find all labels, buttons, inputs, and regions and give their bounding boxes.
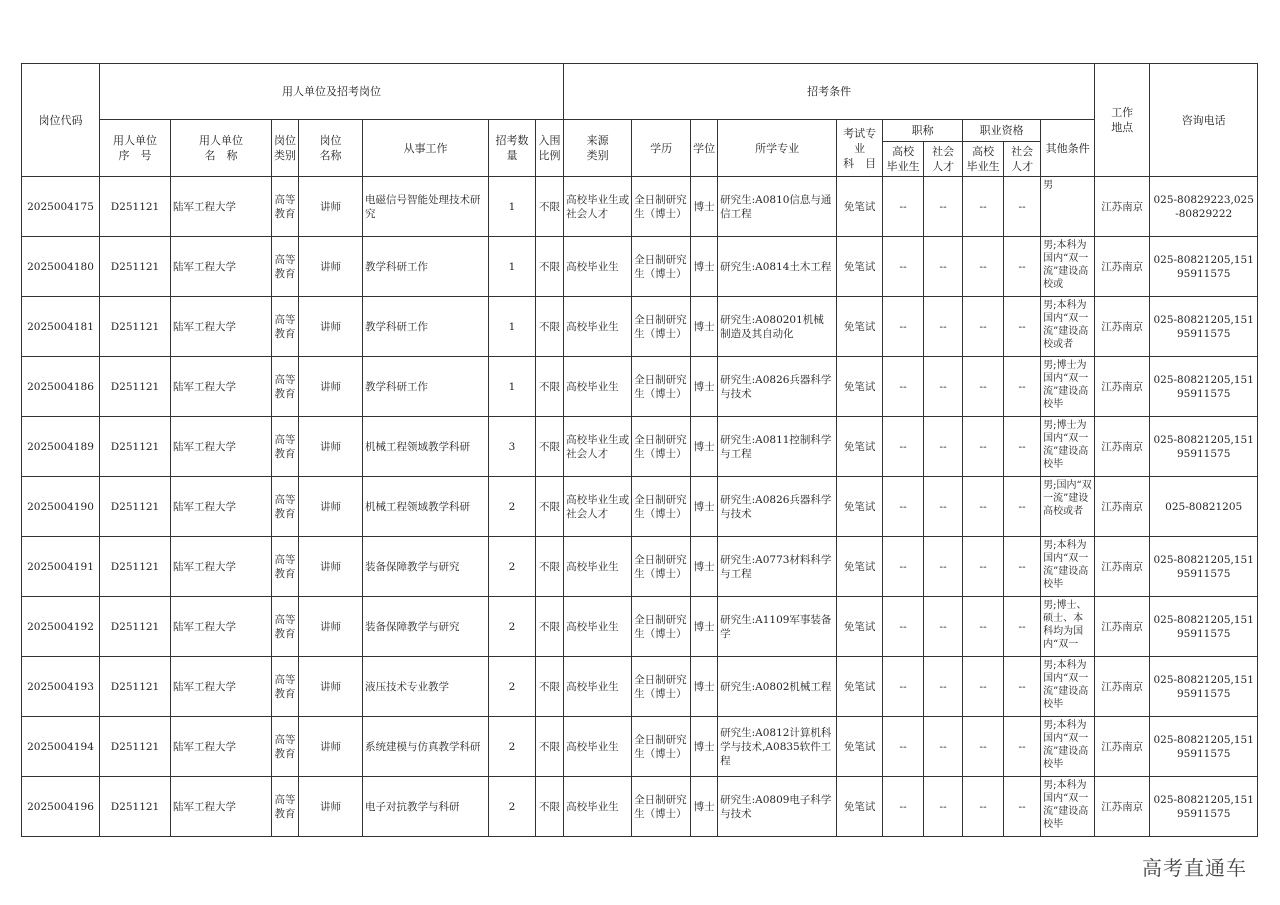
cell-other bbox=[1041, 477, 1095, 537]
cell-work-place: 江苏南京 bbox=[1095, 297, 1150, 357]
cell-title-grad: -- bbox=[883, 477, 924, 537]
cell-other bbox=[1041, 297, 1095, 357]
cell-source: 高校毕业生 bbox=[564, 717, 632, 777]
header-conditions-group: 招考条件 bbox=[564, 64, 1095, 120]
cell-title-social: -- bbox=[924, 777, 963, 837]
cell-degree: 博士 bbox=[691, 297, 718, 357]
cell-recruit-num: 2 bbox=[489, 657, 536, 717]
header-unit-seq: 用人单位 序 号 bbox=[100, 120, 171, 177]
cell-major: 研究生:A0814土木工程 bbox=[718, 237, 837, 297]
cell-title-grad: -- bbox=[883, 417, 924, 477]
cell-work-place: 江苏南京 bbox=[1095, 357, 1150, 417]
cell-post-name: 讲师 bbox=[299, 777, 363, 837]
cell-qual-grad: -- bbox=[963, 777, 1004, 837]
cell-unit-seq: D251121 bbox=[100, 477, 171, 537]
cell-post-type: 高等教育 bbox=[272, 717, 299, 777]
header-title-social: 社会 人才 bbox=[924, 142, 963, 177]
cell-job-duty: 机械工程领域教学科研 bbox=[363, 477, 489, 537]
cell-exam-subject: 免笔试 bbox=[837, 477, 883, 537]
cell-title-social: -- bbox=[924, 357, 963, 417]
cell-title-social: -- bbox=[924, 297, 963, 357]
cell-other bbox=[1041, 657, 1095, 717]
cell-title-social: -- bbox=[924, 537, 963, 597]
recruitment-table bbox=[21, 63, 1258, 837]
cell-title-social: -- bbox=[924, 657, 963, 717]
cell-post-code: 2025004193 bbox=[22, 657, 100, 717]
cell-degree: 博士 bbox=[691, 237, 718, 297]
cell-major: 研究生:A0812计算机科学与技术,A0835软件工程 bbox=[718, 717, 837, 777]
cell-source: 高校毕业生 bbox=[564, 357, 632, 417]
cell-post-code: 2025004194 bbox=[22, 717, 100, 777]
cell-ratio: 不限 bbox=[536, 177, 564, 237]
cell-unit-seq: D251121 bbox=[100, 777, 171, 837]
cell-qual-social: -- bbox=[1004, 297, 1041, 357]
cell-title-social: -- bbox=[924, 177, 963, 237]
cell-major: 研究生:A1109军事装备学 bbox=[718, 597, 837, 657]
cell-work-place: 江苏南京 bbox=[1095, 777, 1150, 837]
cell-unit-seq: D251121 bbox=[100, 357, 171, 417]
cell-major: 研究生:A0810信息与通信工程 bbox=[718, 177, 837, 237]
cell-ratio: 不限 bbox=[536, 297, 564, 357]
cell-phone: 025-80821205,15195911575 bbox=[1150, 657, 1258, 717]
cell-phone: 025-80821205,15195911575 bbox=[1150, 237, 1258, 297]
cell-phone: 025-80829223,025-80829222 bbox=[1150, 177, 1258, 237]
table-row bbox=[22, 477, 1258, 537]
cell-unit-name: 陆军工程大学 bbox=[171, 777, 272, 837]
header-degree: 学位 bbox=[691, 120, 718, 177]
cell-title-grad: -- bbox=[883, 177, 924, 237]
cell-unit-name: 陆军工程大学 bbox=[171, 477, 272, 537]
cell-ratio: 不限 bbox=[536, 537, 564, 597]
cell-other bbox=[1041, 177, 1095, 237]
cell-post-type: 高等教育 bbox=[272, 657, 299, 717]
cell-post-type: 高等教育 bbox=[272, 357, 299, 417]
cell-degree: 博士 bbox=[691, 537, 718, 597]
cell-post-code: 2025004180 bbox=[22, 237, 100, 297]
table-row bbox=[22, 297, 1258, 357]
cell-post-name: 讲师 bbox=[299, 657, 363, 717]
cell-job-duty: 电子对抗教学与科研 bbox=[363, 777, 489, 837]
cell-work-place: 江苏南京 bbox=[1095, 477, 1150, 537]
cell-qual-social: -- bbox=[1004, 777, 1041, 837]
other-conditions-text: 男;博士为国内“双一流”建设高校毕 bbox=[1043, 419, 1089, 470]
cell-job-duty: 教学科研工作 bbox=[363, 237, 489, 297]
cell-post-type: 高等教育 bbox=[272, 297, 299, 357]
cell-source: 高校毕业生 bbox=[564, 597, 632, 657]
cell-phone: 025-80821205,15195911575 bbox=[1150, 777, 1258, 837]
cell-post-code: 2025004191 bbox=[22, 537, 100, 597]
cell-unit-seq: D251121 bbox=[100, 177, 171, 237]
cell-unit-seq: D251121 bbox=[100, 537, 171, 597]
cell-post-name: 讲师 bbox=[299, 177, 363, 237]
cell-qual-grad: -- bbox=[963, 177, 1004, 237]
header-unit-name: 用人单位 名 称 bbox=[171, 120, 272, 177]
cell-exam-subject: 免笔试 bbox=[837, 537, 883, 597]
cell-work-place: 江苏南京 bbox=[1095, 417, 1150, 477]
cell-work-place: 江苏南京 bbox=[1095, 177, 1150, 237]
cell-exam-subject: 免笔试 bbox=[837, 357, 883, 417]
cell-title-grad: -- bbox=[883, 717, 924, 777]
cell-phone: 025-80821205,15195911575 bbox=[1150, 417, 1258, 477]
table-row bbox=[22, 717, 1258, 777]
header-education: 学历 bbox=[632, 120, 691, 177]
cell-work-place: 江苏南京 bbox=[1095, 537, 1150, 597]
cell-unit-name: 陆军工程大学 bbox=[171, 417, 272, 477]
header-qual-group: 职业资格 bbox=[963, 120, 1041, 142]
cell-title-grad: -- bbox=[883, 657, 924, 717]
cell-job-duty: 液压技术专业教学 bbox=[363, 657, 489, 717]
cell-phone: 025-80821205,15195911575 bbox=[1150, 717, 1258, 777]
cell-title-grad: -- bbox=[883, 537, 924, 597]
cell-post-code: 2025004186 bbox=[22, 357, 100, 417]
cell-other bbox=[1041, 537, 1095, 597]
cell-unit-name: 陆军工程大学 bbox=[171, 297, 272, 357]
cell-exam-subject: 免笔试 bbox=[837, 237, 883, 297]
cell-degree: 博士 bbox=[691, 177, 718, 237]
cell-title-grad: -- bbox=[883, 597, 924, 657]
cell-title-grad: -- bbox=[883, 297, 924, 357]
cell-qual-grad: -- bbox=[963, 357, 1004, 417]
cell-ratio: 不限 bbox=[536, 597, 564, 657]
cell-unit-name: 陆军工程大学 bbox=[171, 357, 272, 417]
cell-exam-subject: 免笔试 bbox=[837, 417, 883, 477]
cell-recruit-num: 1 bbox=[489, 177, 536, 237]
cell-job-duty: 装备保障教学与研究 bbox=[363, 537, 489, 597]
cell-source: 高校毕业生或社会人才 bbox=[564, 477, 632, 537]
cell-unit-seq: D251121 bbox=[100, 417, 171, 477]
cell-recruit-num: 2 bbox=[489, 717, 536, 777]
cell-post-name: 讲师 bbox=[299, 717, 363, 777]
cell-unit-name: 陆军工程大学 bbox=[171, 657, 272, 717]
cell-qual-social: -- bbox=[1004, 237, 1041, 297]
table-row bbox=[22, 777, 1258, 837]
table-row bbox=[22, 237, 1258, 297]
header-major: 所学专业 bbox=[718, 120, 837, 177]
cell-major: 研究生:A0809电子科学与技术 bbox=[718, 777, 837, 837]
cell-title-social: -- bbox=[924, 597, 963, 657]
cell-degree: 博士 bbox=[691, 477, 718, 537]
cell-post-name: 讲师 bbox=[299, 597, 363, 657]
cell-title-social: -- bbox=[924, 717, 963, 777]
cell-unit-name: 陆军工程大学 bbox=[171, 537, 272, 597]
header-post-name: 岗位 名称 bbox=[299, 120, 363, 177]
header-ratio: 入围 比例 bbox=[536, 120, 564, 177]
cell-degree: 博士 bbox=[691, 417, 718, 477]
cell-post-type: 高等教育 bbox=[272, 417, 299, 477]
cell-title-grad: -- bbox=[883, 357, 924, 417]
cell-title-social: -- bbox=[924, 477, 963, 537]
cell-post-type: 高等教育 bbox=[272, 597, 299, 657]
cell-post-code: 2025004196 bbox=[22, 777, 100, 837]
cell-post-code: 2025004175 bbox=[22, 177, 100, 237]
cell-post-name: 讲师 bbox=[299, 357, 363, 417]
cell-post-code: 2025004189 bbox=[22, 417, 100, 477]
cell-post-code: 2025004181 bbox=[22, 297, 100, 357]
header-post-type: 岗位 类别 bbox=[272, 120, 299, 177]
header-qual-grad: 高校 毕业生 bbox=[963, 142, 1004, 177]
cell-title-grad: -- bbox=[883, 237, 924, 297]
cell-other bbox=[1041, 357, 1095, 417]
cell-source: 高校毕业生 bbox=[564, 537, 632, 597]
cell-exam-subject: 免笔试 bbox=[837, 597, 883, 657]
cell-major: 研究生:A0826兵器科学与技术 bbox=[718, 357, 837, 417]
other-conditions-text: 男;博士、硕士、本科均为国内“双一 bbox=[1043, 599, 1087, 650]
cell-post-name: 讲师 bbox=[299, 537, 363, 597]
cell-qual-grad: -- bbox=[963, 417, 1004, 477]
other-conditions-text: 男;本科为国内“双一流”建设高校毕 bbox=[1043, 539, 1089, 590]
table-body bbox=[22, 177, 1258, 837]
cell-exam-subject: 免笔试 bbox=[837, 297, 883, 357]
cell-post-type: 高等教育 bbox=[272, 237, 299, 297]
cell-ratio: 不限 bbox=[536, 237, 564, 297]
cell-unit-seq: D251121 bbox=[100, 597, 171, 657]
other-conditions-text: 男;本科为国内“双一流”建设高校或 bbox=[1043, 239, 1089, 290]
cell-recruit-num: 1 bbox=[489, 357, 536, 417]
cell-ratio: 不限 bbox=[536, 657, 564, 717]
cell-post-name: 讲师 bbox=[299, 417, 363, 477]
cell-work-place: 江苏南京 bbox=[1095, 597, 1150, 657]
cell-work-place: 江苏南京 bbox=[1095, 657, 1150, 717]
cell-recruit-num: 2 bbox=[489, 477, 536, 537]
cell-other bbox=[1041, 237, 1095, 297]
cell-post-name: 讲师 bbox=[299, 297, 363, 357]
cell-work-place: 江苏南京 bbox=[1095, 237, 1150, 297]
cell-qual-social: -- bbox=[1004, 597, 1041, 657]
cell-qual-social: -- bbox=[1004, 477, 1041, 537]
cell-recruit-num: 2 bbox=[489, 777, 536, 837]
cell-unit-name: 陆军工程大学 bbox=[171, 237, 272, 297]
cell-ratio: 不限 bbox=[536, 717, 564, 777]
cell-other bbox=[1041, 777, 1095, 837]
cell-phone: 025-80821205,15195911575 bbox=[1150, 357, 1258, 417]
cell-post-name: 讲师 bbox=[299, 237, 363, 297]
cell-unit-name: 陆军工程大学 bbox=[171, 597, 272, 657]
cell-ratio: 不限 bbox=[536, 357, 564, 417]
other-conditions-text: 男;博士为国内“双一流”建设高校毕 bbox=[1043, 359, 1089, 410]
cell-major: 研究生:A0826兵器科学与技术 bbox=[718, 477, 837, 537]
cell-qual-social: -- bbox=[1004, 657, 1041, 717]
cell-qual-social: -- bbox=[1004, 537, 1041, 597]
table-row bbox=[22, 657, 1258, 717]
table-row bbox=[22, 417, 1258, 477]
cell-job-duty: 机械工程领域教学科研 bbox=[363, 417, 489, 477]
header-title-grad: 高校 毕业生 bbox=[883, 142, 924, 177]
cell-recruit-num: 1 bbox=[489, 237, 536, 297]
cell-exam-subject: 免笔试 bbox=[837, 717, 883, 777]
cell-education: 全日制研究生（博士） bbox=[632, 177, 691, 237]
cell-exam-subject: 免笔试 bbox=[837, 177, 883, 237]
cell-source: 高校毕业生或社会人才 bbox=[564, 417, 632, 477]
cell-job-duty: 系统建模与仿真教学科研 bbox=[363, 717, 489, 777]
cell-degree: 博士 bbox=[691, 657, 718, 717]
cell-education: 全日制研究生（博士） bbox=[632, 297, 691, 357]
cell-qual-grad: -- bbox=[963, 477, 1004, 537]
cell-recruit-num: 1 bbox=[489, 297, 536, 357]
cell-education: 全日制研究生（博士） bbox=[632, 657, 691, 717]
cell-qual-social: -- bbox=[1004, 177, 1041, 237]
cell-other bbox=[1041, 717, 1095, 777]
header-title-group: 职称 bbox=[883, 120, 963, 142]
cell-education: 全日制研究生（博士） bbox=[632, 237, 691, 297]
header-exam-subject: 考试专业 科 目 bbox=[837, 120, 883, 177]
cell-ratio: 不限 bbox=[536, 477, 564, 537]
cell-major: 研究生:A0811控制科学与工程 bbox=[718, 417, 837, 477]
header-other: 其他条件 bbox=[1041, 120, 1095, 177]
cell-recruit-num: 3 bbox=[489, 417, 536, 477]
other-conditions-text: 男;本科为国内“双一流”建设高校毕 bbox=[1043, 779, 1089, 830]
cell-job-duty: 电磁信号智能处理技术研究 bbox=[363, 177, 489, 237]
cell-education: 全日制研究生（博士） bbox=[632, 777, 691, 837]
cell-exam-subject: 免笔试 bbox=[837, 777, 883, 837]
cell-source: 高校毕业生 bbox=[564, 297, 632, 357]
other-conditions-text: 男;本科为国内“双一流”建设高校毕 bbox=[1043, 659, 1089, 710]
cell-title-grad: -- bbox=[883, 777, 924, 837]
cell-ratio: 不限 bbox=[536, 417, 564, 477]
cell-ratio: 不限 bbox=[536, 777, 564, 837]
other-conditions-text: 男;本科为国内“双一流”建设高校毕 bbox=[1043, 719, 1089, 770]
cell-recruit-num: 2 bbox=[489, 537, 536, 597]
cell-source: 高校毕业生 bbox=[564, 237, 632, 297]
cell-phone: 025-80821205 bbox=[1150, 477, 1258, 537]
header-employer-group: 用人单位及招考岗位 bbox=[100, 64, 564, 120]
cell-qual-social: -- bbox=[1004, 417, 1041, 477]
cell-degree: 博士 bbox=[691, 357, 718, 417]
cell-title-social: -- bbox=[924, 237, 963, 297]
cell-qual-grad: -- bbox=[963, 237, 1004, 297]
cell-post-type: 高等教育 bbox=[272, 177, 299, 237]
watermark: 高考直通车 bbox=[1142, 856, 1247, 880]
other-conditions-text: 男;本科为国内“双一流”建设高校或者 bbox=[1043, 299, 1089, 350]
cell-qual-grad: -- bbox=[963, 717, 1004, 777]
cell-unit-seq: D251121 bbox=[100, 657, 171, 717]
cell-degree: 博士 bbox=[691, 777, 718, 837]
cell-qual-grad: -- bbox=[963, 297, 1004, 357]
cell-major: 研究生:A0773材料科学与工程 bbox=[718, 537, 837, 597]
cell-post-type: 高等教育 bbox=[272, 777, 299, 837]
cell-unit-seq: D251121 bbox=[100, 297, 171, 357]
cell-exam-subject: 免笔试 bbox=[837, 657, 883, 717]
cell-education: 全日制研究生（博士） bbox=[632, 717, 691, 777]
cell-qual-grad: -- bbox=[963, 597, 1004, 657]
cell-job-duty: 装备保障教学与研究 bbox=[363, 597, 489, 657]
cell-unit-seq: D251121 bbox=[100, 717, 171, 777]
cell-job-duty: 教学科研工作 bbox=[363, 297, 489, 357]
recruitment-table-sheet bbox=[21, 63, 1258, 837]
header-source: 来源 类别 bbox=[564, 120, 632, 177]
header-recruit-num: 招考数量 bbox=[489, 120, 536, 177]
cell-post-name: 讲师 bbox=[299, 477, 363, 537]
cell-education: 全日制研究生（博士） bbox=[632, 537, 691, 597]
cell-education: 全日制研究生（博士） bbox=[632, 357, 691, 417]
cell-education: 全日制研究生（博士） bbox=[632, 417, 691, 477]
cell-unit-name: 陆军工程大学 bbox=[171, 177, 272, 237]
table-row bbox=[22, 537, 1258, 597]
cell-unit-seq: D251121 bbox=[100, 237, 171, 297]
cell-major: 研究生:A080201机械制造及其自动化 bbox=[718, 297, 837, 357]
cell-source: 高校毕业生或社会人才 bbox=[564, 177, 632, 237]
header-work-place: 工作 地点 bbox=[1095, 64, 1150, 177]
cell-source: 高校毕业生 bbox=[564, 777, 632, 837]
cell-degree: 博士 bbox=[691, 597, 718, 657]
cell-qual-social: -- bbox=[1004, 357, 1041, 417]
cell-qual-grad: -- bbox=[963, 537, 1004, 597]
header-phone: 咨询电话 bbox=[1150, 64, 1258, 177]
cell-recruit-num: 2 bbox=[489, 597, 536, 657]
cell-other bbox=[1041, 417, 1095, 477]
cell-post-type: 高等教育 bbox=[272, 477, 299, 537]
table-row bbox=[22, 357, 1258, 417]
cell-education: 全日制研究生（博士） bbox=[632, 477, 691, 537]
cell-education: 全日制研究生（博士） bbox=[632, 597, 691, 657]
cell-work-place: 江苏南京 bbox=[1095, 717, 1150, 777]
cell-unit-name: 陆军工程大学 bbox=[171, 717, 272, 777]
cell-qual-social: -- bbox=[1004, 717, 1041, 777]
cell-other bbox=[1041, 597, 1095, 657]
other-conditions-text: 男 bbox=[1043, 179, 1054, 191]
header-job-duty: 从事工作 bbox=[363, 120, 489, 177]
other-conditions-text: 男;国内“双一流”建设高校或者 bbox=[1043, 479, 1092, 517]
cell-post-code: 2025004192 bbox=[22, 597, 100, 657]
cell-major: 研究生:A0802机械工程 bbox=[718, 657, 837, 717]
cell-degree: 博士 bbox=[691, 717, 718, 777]
cell-title-social: -- bbox=[924, 417, 963, 477]
cell-qual-grad: -- bbox=[963, 657, 1004, 717]
cell-phone: 025-80821205,15195911575 bbox=[1150, 537, 1258, 597]
cell-source: 高校毕业生 bbox=[564, 657, 632, 717]
cell-post-code: 2025004190 bbox=[22, 477, 100, 537]
cell-post-type: 高等教育 bbox=[272, 537, 299, 597]
table-row bbox=[22, 597, 1258, 657]
cell-phone: 025-80821205,15195911575 bbox=[1150, 597, 1258, 657]
cell-job-duty: 教学科研工作 bbox=[363, 357, 489, 417]
header-qual-social: 社会 人才 bbox=[1004, 142, 1041, 177]
table-row bbox=[22, 177, 1258, 237]
header-post-code: 岗位代码 bbox=[22, 64, 100, 177]
cell-phone: 025-80821205,15195911575 bbox=[1150, 297, 1258, 357]
